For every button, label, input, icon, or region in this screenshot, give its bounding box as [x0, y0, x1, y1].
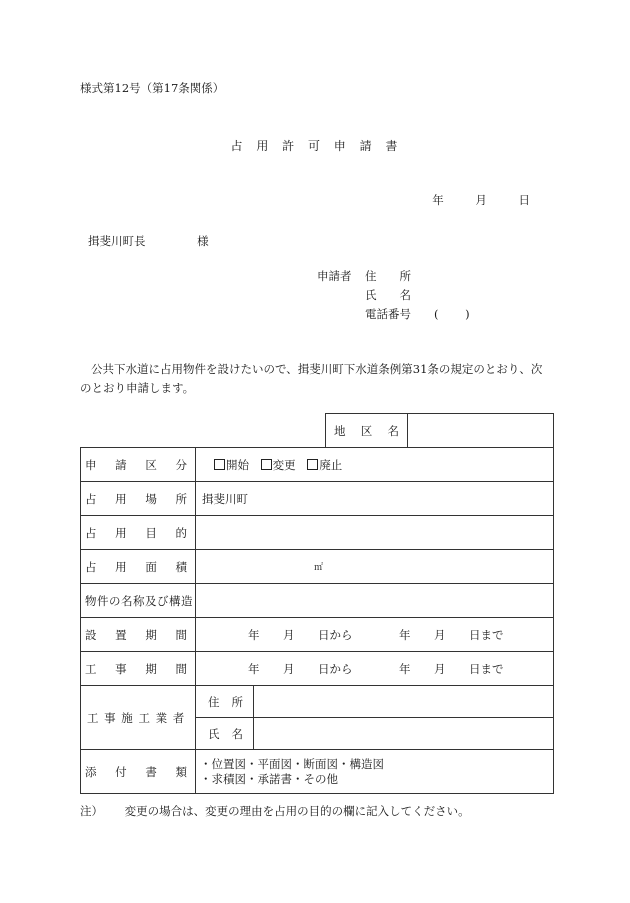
statement: 公共下水道に占用物件を設けたいので、揖斐川町下水道条例第31条の規定のとおり、次のとおり申請します。	[80, 362, 543, 395]
contractor-label: 工 事 施 工 業 者	[81, 686, 196, 750]
attachments-line-2: ・求積図・承諾書・その他	[200, 771, 338, 786]
date-line	[412, 192, 530, 208]
contractor-name-label: 氏 名	[196, 718, 254, 750]
applicant-block	[317, 267, 470, 324]
recipient-honorific: 様	[197, 234, 209, 248]
place-value[interactable]: 揖斐川町	[196, 482, 554, 516]
applicant-phone-label: 電話番号	[365, 307, 411, 321]
contractor-address-value[interactable]	[254, 686, 554, 718]
applicant-phone-paren: ( )	[434, 307, 470, 321]
area-label: 占 用 面 積	[81, 550, 196, 584]
date-year: 年	[432, 193, 444, 207]
checkbox-change[interactable]: 変更	[261, 457, 296, 473]
construction-period-label: 工 事 期 間	[81, 652, 196, 686]
purpose-label: 占 用 目 的	[81, 516, 196, 550]
note	[80, 803, 470, 819]
application-table	[80, 413, 554, 794]
item-value[interactable]	[196, 584, 554, 618]
district-value[interactable]	[408, 414, 554, 448]
form-number: 様式第12号（第17条関係）	[80, 81, 225, 95]
contractor-address-label: 住 所	[196, 686, 254, 718]
item-label: 物件の名称及び構造	[81, 584, 196, 618]
category-options	[196, 448, 554, 482]
install-period-value[interactable]: 年 月 日から 年 月 日まで	[196, 618, 554, 652]
district-label: 地 区 名	[326, 414, 408, 448]
checkbox-abolish[interactable]: 廃止	[307, 457, 342, 473]
date-day: 日	[518, 193, 530, 207]
recipient-name: 揖斐川町長	[88, 234, 146, 248]
category-label: 申 請 区 分	[81, 448, 196, 482]
area-value[interactable]	[196, 550, 554, 584]
checkbox-start[interactable]: 開始	[214, 457, 249, 473]
applicant-address-label: 住 所	[365, 269, 411, 283]
contractor-name-value[interactable]	[254, 718, 554, 750]
install-period-label: 設 置 期 間	[81, 618, 196, 652]
recipient	[88, 233, 209, 249]
note-text: 変更の場合は、変更の理由を占用の目的の欄に記入してください。	[124, 804, 470, 818]
attachments-line-1: ・位置図・平面図・断面図・構造図	[200, 756, 384, 771]
purpose-value[interactable]	[196, 516, 554, 550]
attachments-value	[196, 750, 554, 794]
applicant-label: 申請者	[317, 269, 352, 283]
area-unit: ㎡	[314, 563, 324, 573]
place-label: 占 用 場 所	[81, 482, 196, 516]
construction-period-value[interactable]: 年 月 日から 年 月 日まで	[196, 652, 554, 686]
document-title: 占 用 許 可 申 請 書	[230, 139, 400, 153]
attachments-label: 添 付 書 類	[81, 750, 196, 794]
applicant-name-label: 氏 名	[365, 288, 411, 302]
note-label: 注）	[80, 804, 103, 818]
date-month: 月	[475, 193, 487, 207]
